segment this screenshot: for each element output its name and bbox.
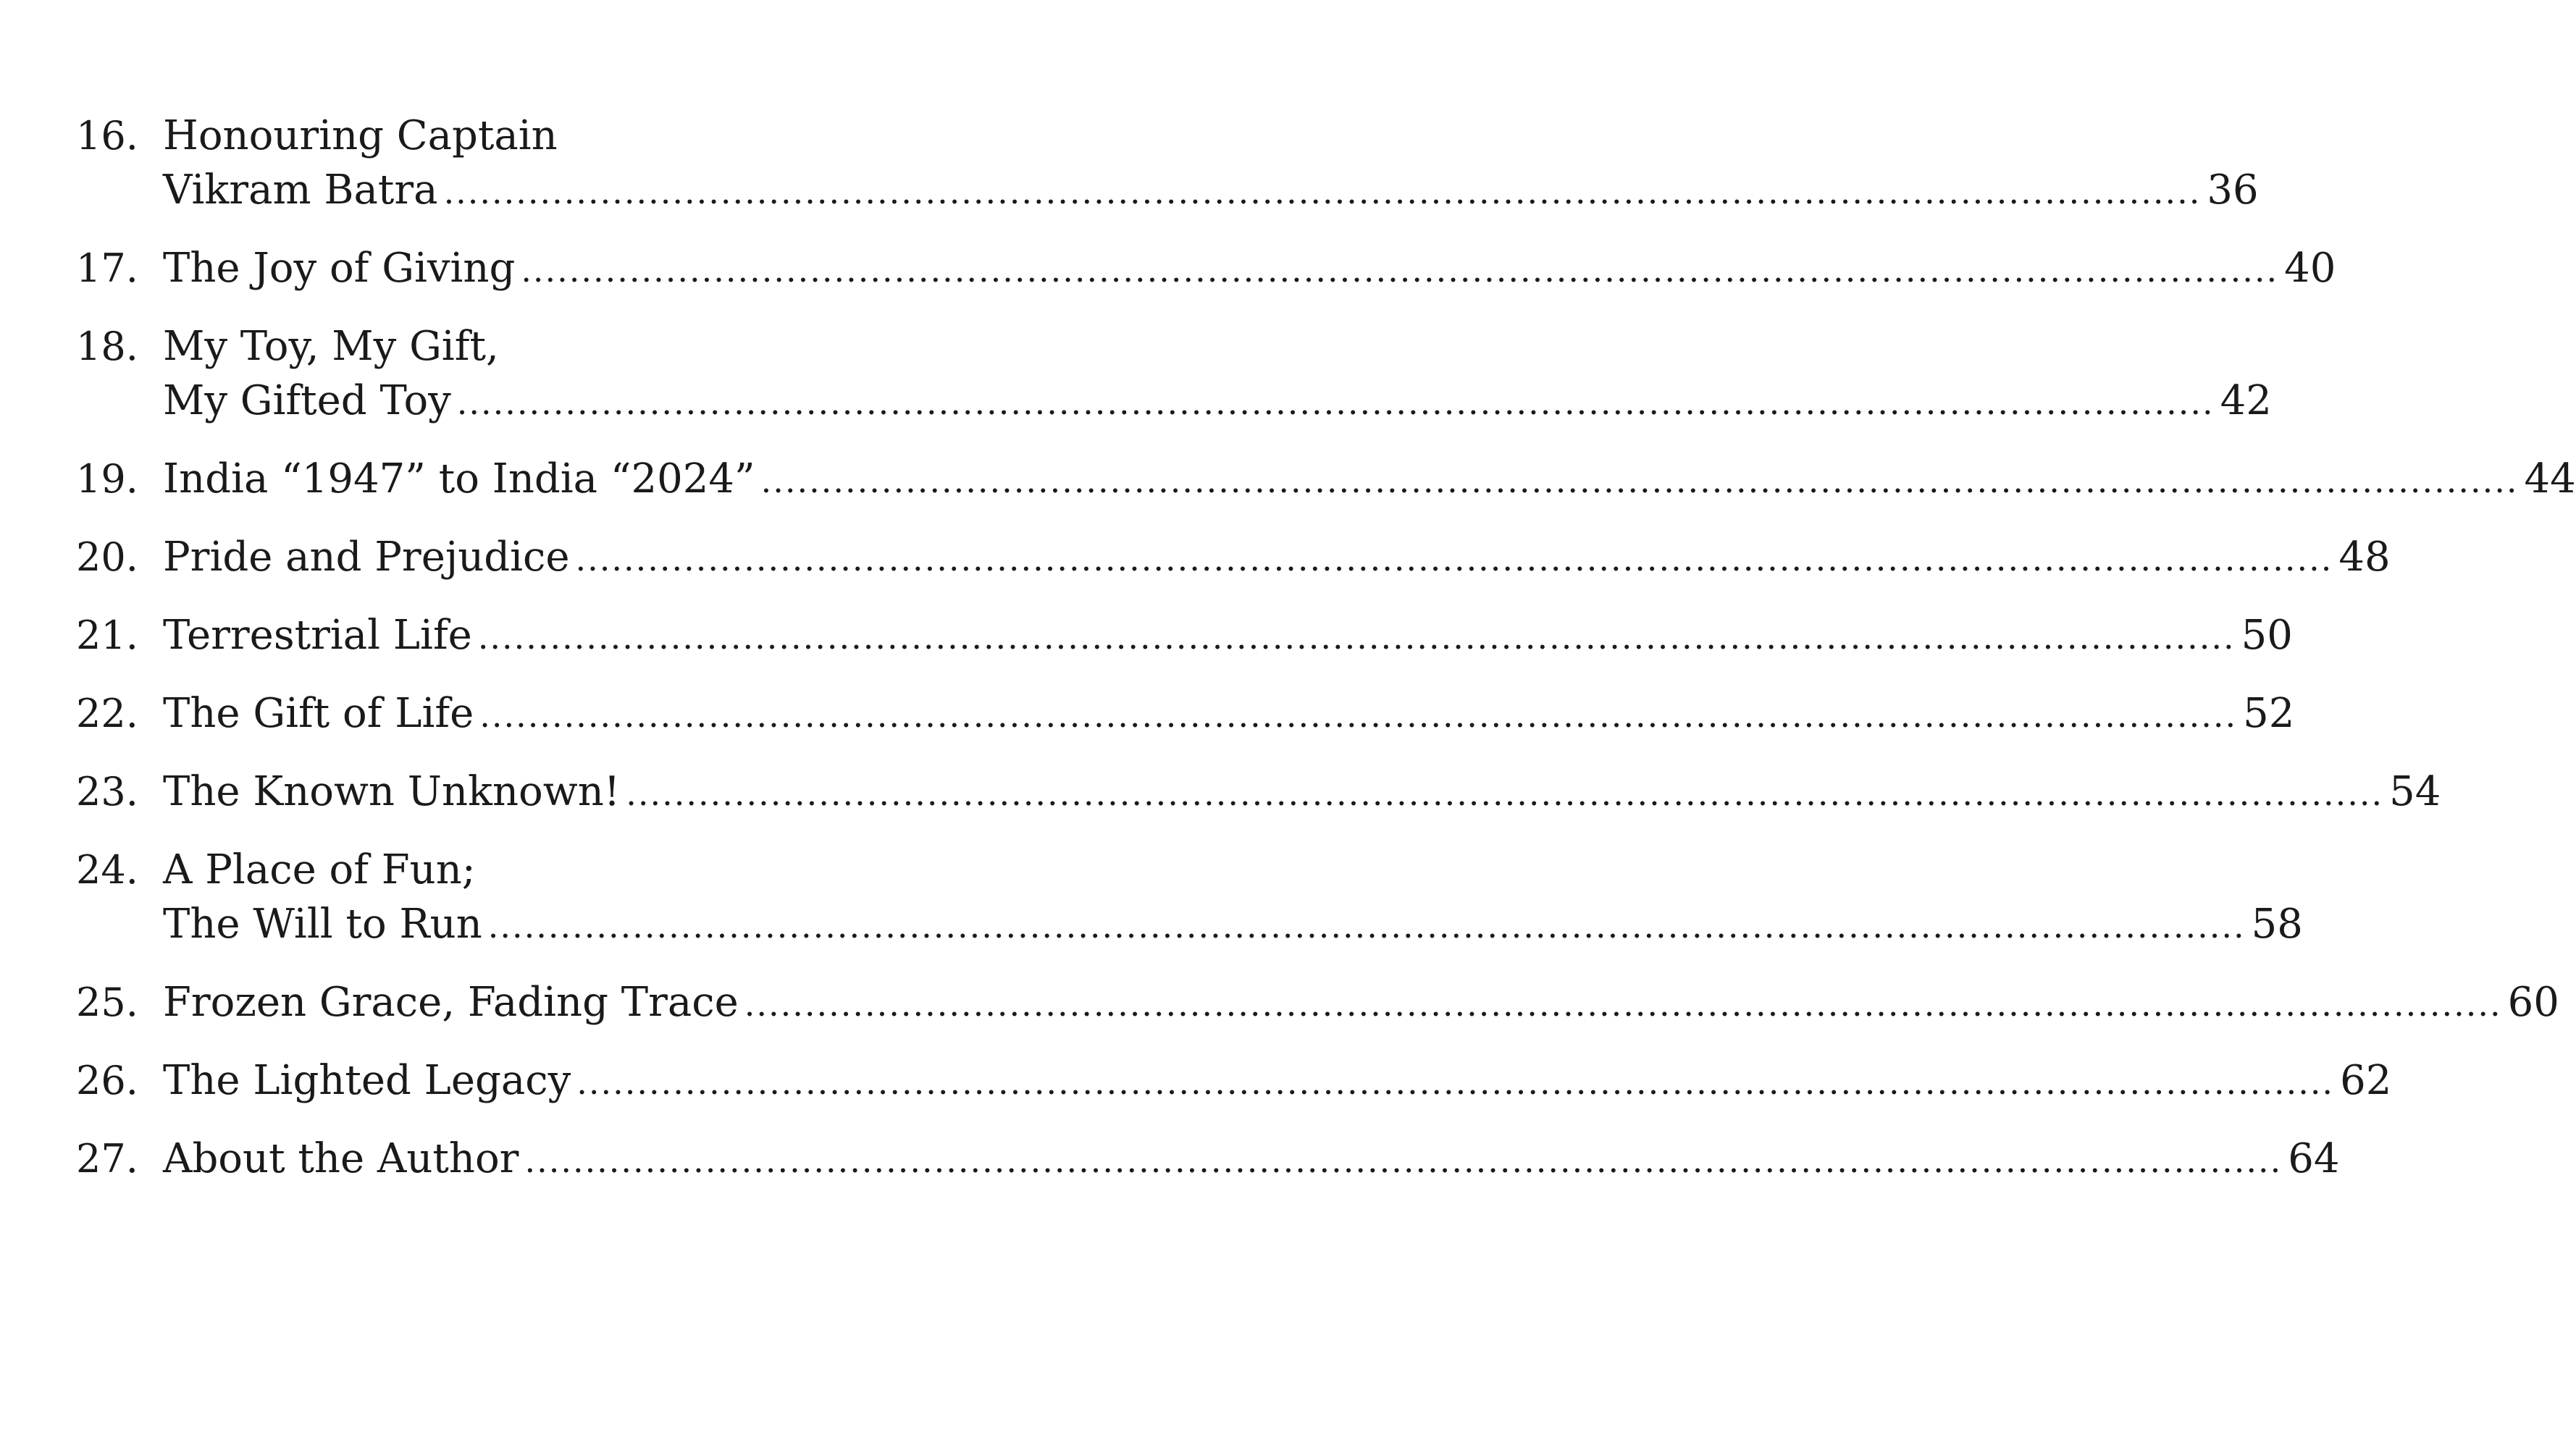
dot-leader xyxy=(521,243,2278,298)
toc-entry-title: Vikram Batra xyxy=(163,167,438,214)
dot-leader xyxy=(576,1056,2334,1110)
toc-entry-title: India “1947” to India “2024” xyxy=(163,455,755,502)
table-of-contents xyxy=(76,109,2576,1210)
toc-entry-16[interactable] xyxy=(76,109,2259,219)
toc-entry-title: The Will to Run xyxy=(163,901,482,948)
toc-entry-27[interactable] xyxy=(76,1132,2340,1188)
toc-entry-number: 18. xyxy=(76,324,138,369)
toc-entry-page: 36 xyxy=(2207,167,2259,214)
toc-entry-page: 54 xyxy=(2389,768,2441,815)
dot-leader xyxy=(744,977,2502,1032)
toc-entry-number: 20. xyxy=(76,534,138,580)
toc-entry-title: Terrestrial Life xyxy=(163,612,472,659)
toc-entry-page: 60 xyxy=(2507,979,2559,1026)
dot-leader xyxy=(479,689,2237,743)
toc-entry-page: 42 xyxy=(2220,377,2272,424)
toc-entry-21[interactable] xyxy=(76,608,2293,665)
toc-entry-number: 23. xyxy=(76,769,138,814)
toc-entry-title: The Known Unknown! xyxy=(163,768,621,815)
toc-entry-number: 25. xyxy=(76,980,138,1025)
toc-entry-title: About the Author xyxy=(163,1135,519,1182)
toc-entry-number: 26. xyxy=(76,1058,138,1103)
dot-leader xyxy=(478,610,2236,665)
toc-entry-number: 27. xyxy=(76,1136,138,1182)
toc-entry-page: 52 xyxy=(2243,690,2295,737)
dot-leader xyxy=(761,454,2519,508)
dot-leader xyxy=(457,376,2215,430)
toc-entry-26[interactable] xyxy=(76,1053,2392,1110)
toc-entry-22[interactable] xyxy=(76,686,2295,743)
toc-entry-number: 22. xyxy=(76,691,138,736)
toc-entry-title-line1: Honouring Captain xyxy=(163,112,558,159)
dot-leader xyxy=(576,532,2333,586)
toc-entry-18[interactable] xyxy=(76,319,2272,430)
toc-entry-page: 40 xyxy=(2284,245,2336,292)
toc-entry-title: The Lighted Legacy xyxy=(163,1057,571,1104)
toc-entry-page: 44 xyxy=(2524,455,2576,502)
toc-entry-number: 21. xyxy=(76,613,138,658)
toc-entry-title: The Gift of Life xyxy=(163,690,474,737)
dot-leader xyxy=(524,1134,2282,1188)
toc-entry-page: 50 xyxy=(2241,612,2293,659)
toc-entry-title-line1: My Toy, My Gift, xyxy=(163,323,499,370)
toc-entry-20[interactable] xyxy=(76,530,2391,586)
toc-entry-title-line1: A Place of Fun; xyxy=(163,846,476,893)
toc-entry-title: Pride and Prejudice xyxy=(163,534,570,581)
toc-entry-19[interactable] xyxy=(76,452,2576,508)
toc-entry-title: My Gifted Toy xyxy=(163,377,451,424)
dot-leader xyxy=(444,165,2202,219)
toc-entry-title: Frozen Grace, Fading Trace xyxy=(163,979,739,1026)
toc-entry-page: 62 xyxy=(2340,1057,2392,1104)
toc-entry-number: 19. xyxy=(76,456,138,502)
toc-entry-24[interactable] xyxy=(76,843,2303,954)
toc-entry-page: 48 xyxy=(2338,534,2391,581)
dot-leader xyxy=(626,767,2383,821)
toc-entry-page: 64 xyxy=(2288,1135,2340,1182)
toc-entry-17[interactable] xyxy=(76,241,2336,298)
toc-entry-title: The Joy of Giving xyxy=(163,245,516,292)
toc-entry-page: 58 xyxy=(2251,901,2303,948)
toc-entry-number: 24. xyxy=(76,847,138,893)
dot-leader xyxy=(488,899,2246,954)
toc-entry-25[interactable] xyxy=(76,975,2559,1032)
toc-entry-23[interactable] xyxy=(76,765,2441,821)
toc-entry-number: 17. xyxy=(76,245,138,291)
toc-entry-number: 16. xyxy=(76,113,138,159)
